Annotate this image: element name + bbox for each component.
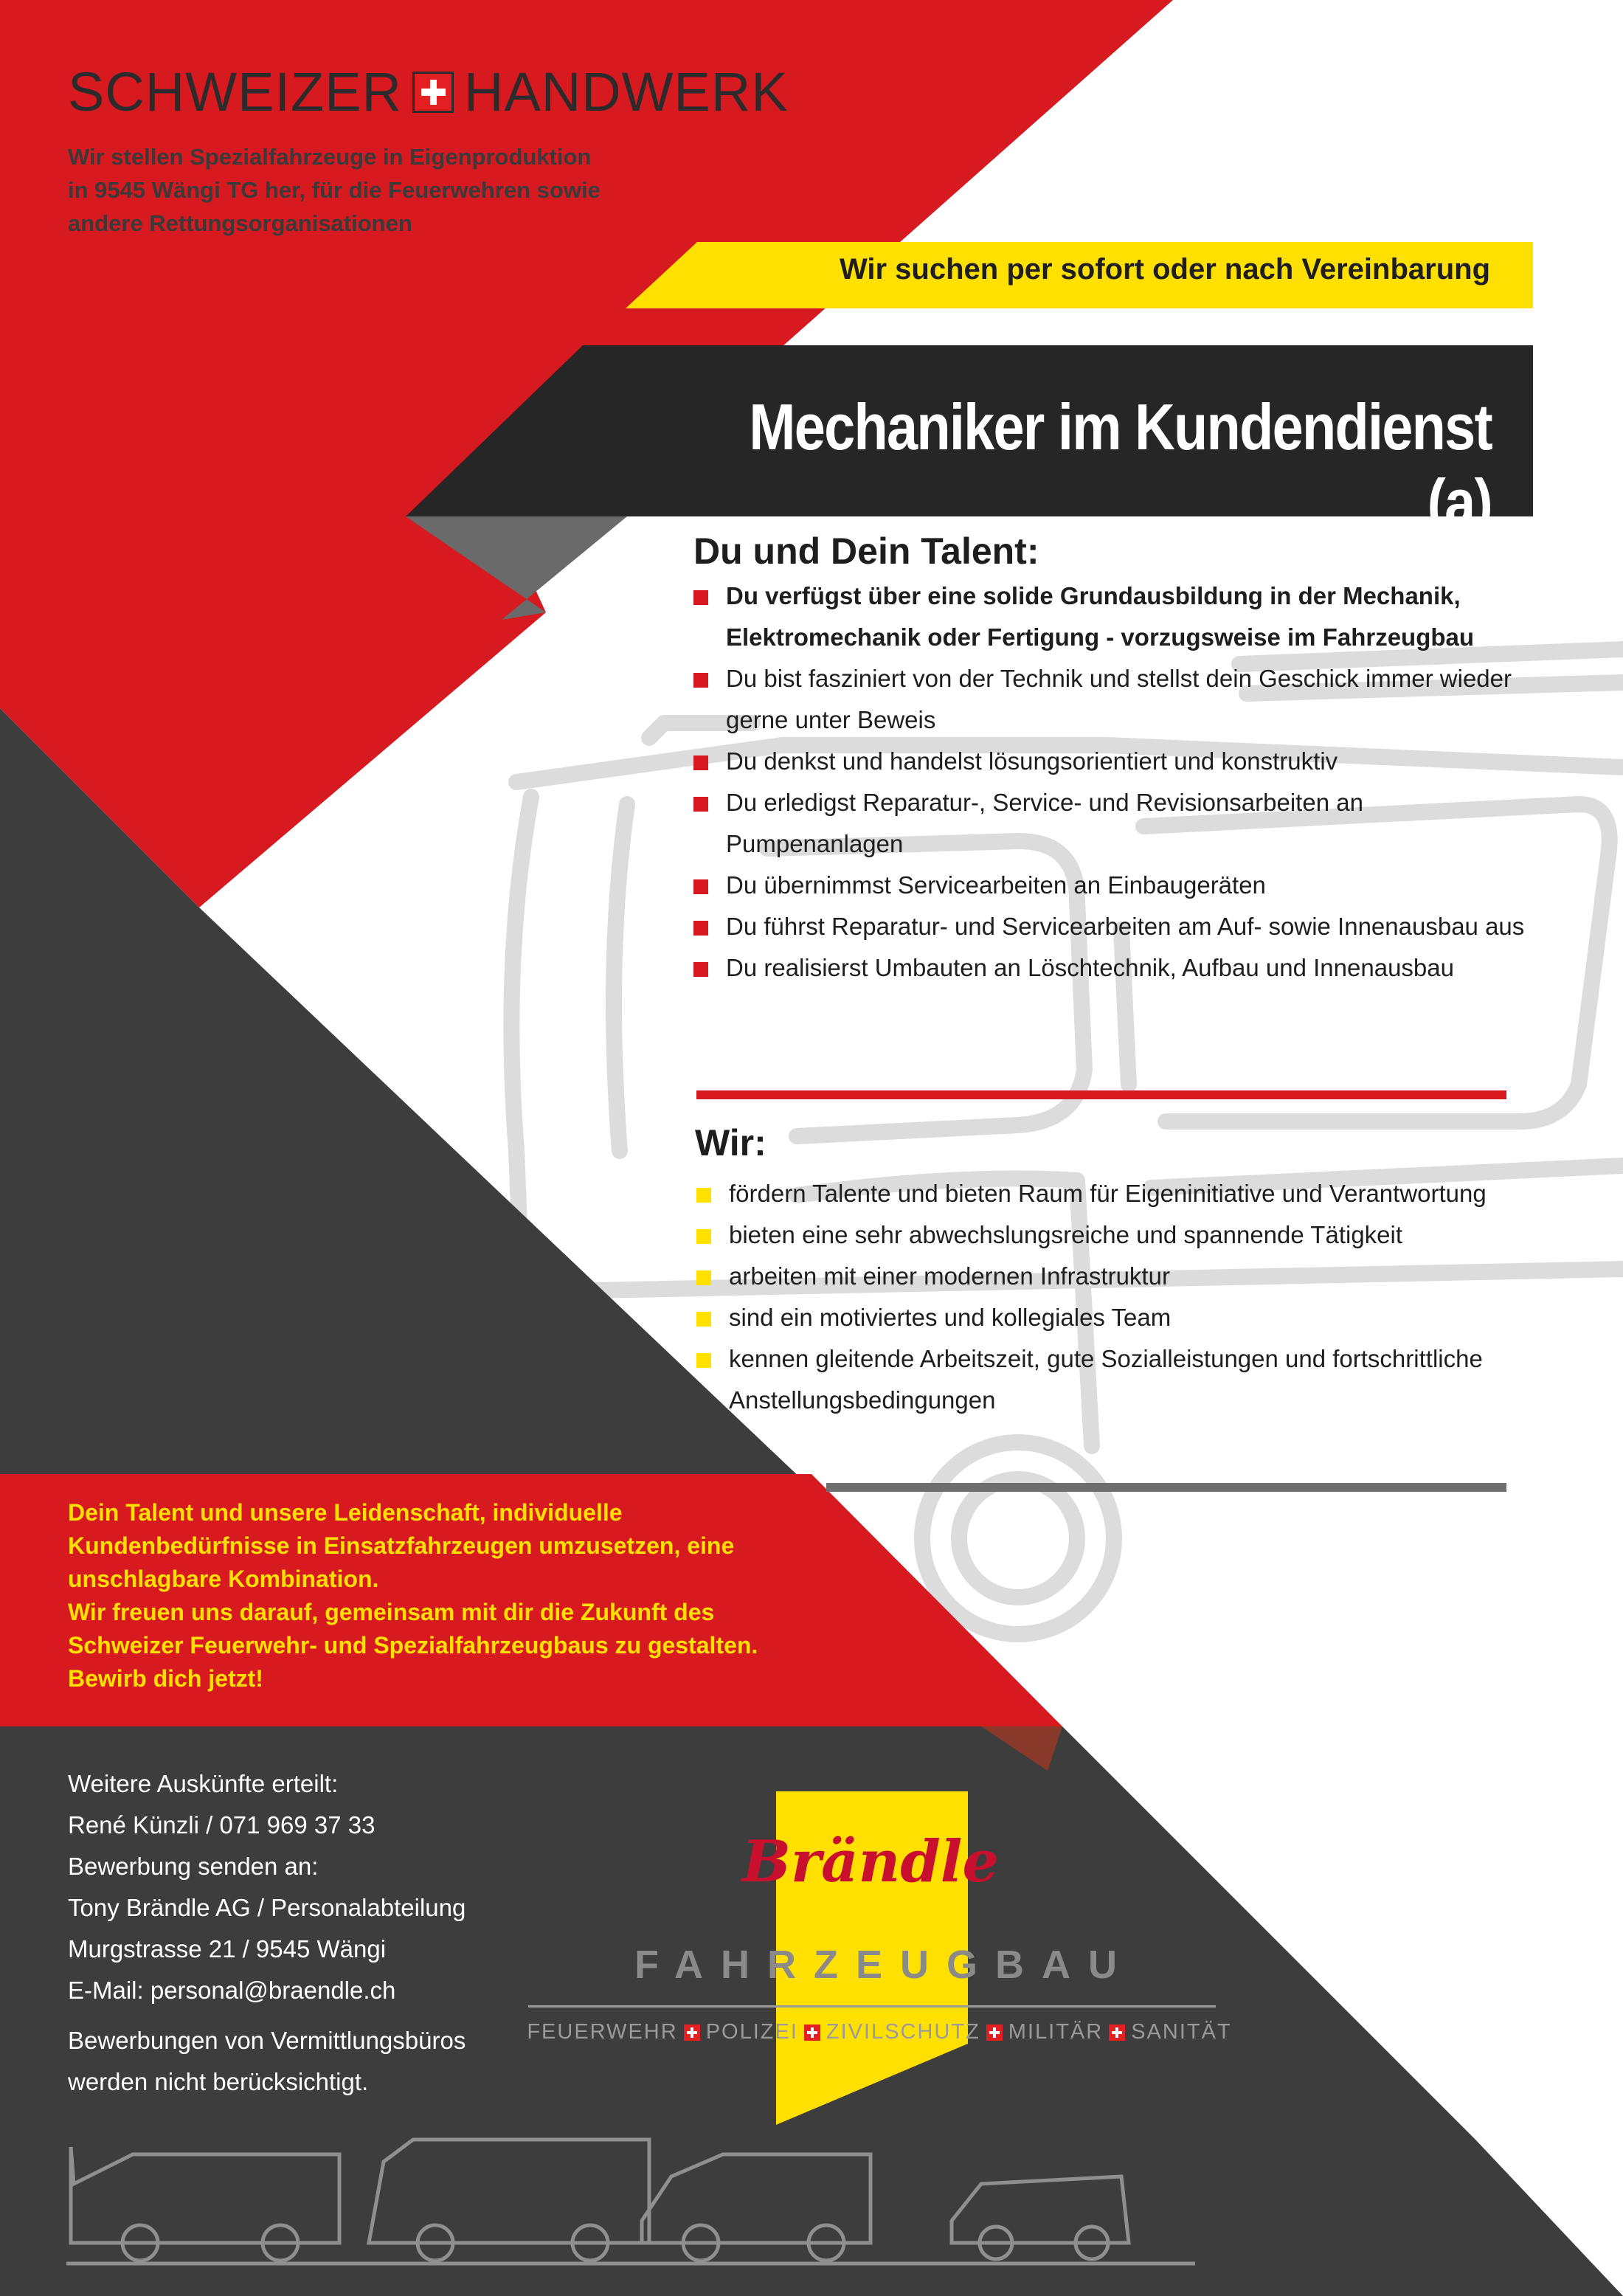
wir-item: sind ein motiviertes und kollegiales Team	[696, 1297, 1508, 1338]
yellow-bullet-icon	[696, 1270, 711, 1285]
swiss-cross-icon	[684, 2024, 700, 2041]
contact-line: Tony Brändle AG / Personalabteilung	[68, 1894, 466, 1921]
contact-block	[68, 1763, 540, 2011]
red-bullet-icon	[693, 879, 708, 894]
division-item: SANITÄT	[1131, 2020, 1232, 2044]
intro-line: Wir stellen Spezialfahrzeuge in Eigenproduktion	[68, 144, 592, 170]
wir-list	[696, 1173, 1508, 1421]
contact-line: Weitere Auskünfte erteilt:	[68, 1770, 339, 1797]
agency-notice	[68, 2020, 540, 2103]
division-item: FEUERWEHR	[527, 2020, 678, 2044]
talent-item: Du übernimmst Servicearbeiten an Einbaugeräten	[693, 865, 1527, 906]
intro-line: andere Rettungsorganisationen	[68, 210, 412, 236]
intro-line: in 9545 Wängi TG her, für die Feuerwehren sowie	[68, 177, 601, 203]
banner-subtitle: Wir suchen per sofort oder nach Vereinbarung	[839, 253, 1490, 286]
talent-item: Du erledigst Reparatur-, Service- und Revisionsarbeiten an Pumpenanlagen	[693, 782, 1527, 865]
talent-item: Du verfügst über eine solide Grundausbildung in der Mechanik, Elektromechanik oder Fertigung - vorzugsweise im Fahrzeugbau	[693, 575, 1527, 658]
grey-divider	[826, 1483, 1506, 1492]
closing-line: Bewirb dich jetzt!	[68, 1665, 263, 1692]
company-intro	[68, 140, 673, 240]
wir-item: bieten eine sehr abwechslungsreiche und spannende Tätigkeit	[696, 1214, 1508, 1256]
notice-line: Bewerbungen von Vermittlungsbüros	[68, 2027, 466, 2054]
division-list	[525, 2020, 1233, 2044]
red-bullet-icon	[693, 962, 708, 977]
talent-list	[693, 575, 1527, 989]
braendle-logo-script: Brändle	[741, 1828, 1000, 1895]
red-bullet-icon	[693, 797, 708, 812]
brand-title	[68, 60, 789, 123]
swiss-cross-icon	[412, 72, 454, 113]
yellow-bullet-icon	[696, 1353, 711, 1368]
wir-heading: Wir:	[695, 1122, 766, 1163]
logo-wordmark: FAHRZEUGBAU	[634, 1943, 1135, 1987]
red-bullet-icon	[693, 590, 708, 605]
swiss-cross-icon	[1109, 2024, 1125, 2041]
wir-item: arbeiten mit einer modernen Infrastruktur	[696, 1256, 1508, 1297]
division-item: MILITÄR	[1008, 2020, 1104, 2044]
swiss-cross-icon	[804, 2024, 820, 2041]
red-bullet-icon	[693, 755, 708, 770]
contact-email[interactable]: E-Mail: personal@braendle.ch	[68, 1977, 396, 2004]
red-bullet-icon	[693, 673, 708, 688]
yellow-bullet-icon	[696, 1188, 711, 1203]
red-bullet-icon	[693, 921, 708, 936]
division-item: POLIZEI	[705, 2020, 798, 2044]
closing-line: Schweizer Feuerwehr- und Spezialfahrzeugbaus zu gestalten.	[68, 1632, 758, 1659]
closing-line: Wir freuen uns darauf, gemeinsam mit dir die Zukunft des	[68, 1599, 715, 1625]
yellow-bullet-icon	[696, 1229, 711, 1244]
yellow-bullet-icon	[696, 1312, 711, 1327]
brand-right: HANDWERK	[464, 61, 789, 122]
closing-line: Kundenbedürfnisse in Einsatzfahrzeugen umzusetzen, eine	[68, 1532, 735, 1559]
talent-item: Du bist fasziniert von der Technik und stellst dein Geschick immer wieder gerne unter Beweis	[693, 658, 1527, 741]
closing-line: unschlagbare Kombination.	[68, 1566, 379, 1592]
talent-item: Du denkst und handelst lösungsorientiert und konstruktiv	[693, 741, 1527, 782]
contact-phone[interactable]: René Künzli / 071 969 37 33	[68, 1811, 376, 1839]
logo-rule	[528, 2005, 1216, 2008]
red-divider	[696, 1090, 1506, 1099]
division-item: ZIVILSCHUTZ	[826, 2020, 980, 2044]
closing-callout	[68, 1496, 894, 1695]
job-title: Mechaniker im Kundendienst (a)	[749, 390, 1492, 539]
notice-line: werden nicht berücksichtigt.	[68, 2068, 369, 2095]
brand-left: SCHWEIZER	[68, 61, 402, 122]
contact-line: Bewerbung senden an:	[68, 1853, 319, 1880]
wir-item: kennen gleitende Arbeitszeit, gute Sozialleistungen und fortschrittliche Anstellungsbedingungen	[696, 1338, 1508, 1421]
contact-line: Murgstrasse 21 / 9545 Wängi	[68, 1935, 387, 1963]
swiss-cross-icon	[986, 2024, 1003, 2041]
talent-item: Du führst Reparatur- und Servicearbeiten am Auf- sowie Innenausbau aus	[693, 906, 1527, 947]
wir-item: fördern Talente und bieten Raum für Eigeninitiative und Verantwortung	[696, 1173, 1508, 1214]
talent-heading: Du und Dein Talent:	[693, 530, 1039, 572]
closing-line: Dein Talent und unsere Leidenschaft, individuelle	[68, 1499, 623, 1526]
talent-item: Du realisierst Umbauten an Löschtechnik, Aufbau und Innenausbau	[693, 947, 1527, 989]
